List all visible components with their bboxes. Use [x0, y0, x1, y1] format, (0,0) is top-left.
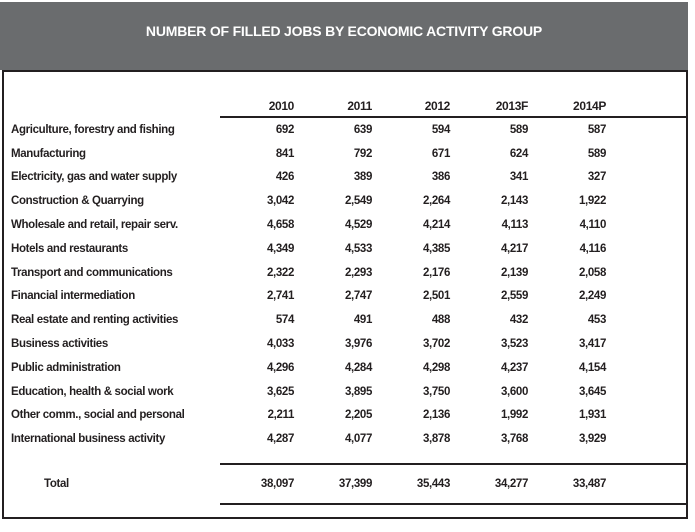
cell-value: 4,217 [500, 242, 528, 255]
cell-value: 4,237 [500, 361, 528, 374]
cell-value: 488 [431, 314, 450, 327]
total-row [4, 465, 686, 503]
title-banner [0, 2, 688, 70]
table-row [4, 213, 686, 237]
total-bottom-rule [220, 503, 686, 505]
row-label: Manufacturing [11, 147, 86, 160]
cell-value: 4,110 [579, 219, 606, 232]
row-label: Education, health & social work [11, 385, 174, 398]
cell-value: 3,878 [422, 433, 450, 446]
row-label: Transport and communications [11, 266, 173, 279]
column-header: 2010 [268, 99, 294, 113]
total-value: 34,277 [494, 478, 528, 491]
column-header: 2013F [495, 99, 528, 113]
table-row [4, 380, 686, 404]
cell-value: 792 [353, 147, 372, 160]
cell-value: 432 [509, 314, 528, 327]
table-body [4, 118, 686, 451]
table-row [4, 427, 686, 451]
cell-value: 4,529 [344, 219, 372, 232]
cell-value: 4,296 [266, 361, 294, 374]
table-header-row [4, 72, 686, 116]
cell-value: 841 [275, 147, 294, 160]
total-value: 35,443 [416, 478, 450, 491]
cell-value: 4,284 [344, 361, 372, 374]
row-label: Electricity, gas and water supply [11, 171, 177, 184]
cell-value: 3,768 [500, 433, 528, 446]
cell-value: 594 [431, 123, 450, 136]
cell-value: 3,895 [344, 385, 372, 398]
cell-value: 3,417 [578, 338, 606, 351]
row-label: International business activity [11, 433, 166, 446]
cell-value: 3,600 [500, 385, 528, 398]
table-row [4, 118, 686, 142]
cell-value: 2,249 [578, 290, 606, 303]
cell-value: 2,549 [344, 195, 372, 208]
cell-value: 4,349 [266, 242, 294, 255]
cell-value: 327 [587, 171, 606, 184]
column-header: 2012 [424, 99, 450, 113]
cell-value: 3,042 [266, 195, 294, 208]
cell-value: 453 [587, 314, 606, 327]
row-label: Public administration [11, 361, 121, 374]
cell-value: 3,929 [578, 433, 606, 446]
table-row [4, 166, 686, 190]
cell-value: 2,264 [422, 195, 450, 208]
total-value: 38,097 [260, 478, 294, 491]
cell-value: 2,559 [500, 290, 528, 303]
cell-value: 3,645 [578, 385, 606, 398]
total-label: Total [44, 478, 69, 491]
table-row [4, 404, 686, 428]
column-header: 2011 [347, 99, 372, 113]
table-row [4, 142, 686, 166]
table-row [4, 332, 686, 356]
table-row [4, 261, 686, 285]
cell-value: 4,298 [422, 361, 450, 374]
cell-value: 3,702 [422, 338, 450, 351]
cell-value: 2,501 [422, 290, 450, 303]
cell-value: 4,658 [266, 219, 294, 232]
cell-value: 4,533 [344, 242, 372, 255]
row-label: Agriculture, forestry and fishing [11, 123, 175, 136]
cell-value: 3,523 [500, 338, 528, 351]
pre-total-gap [4, 451, 686, 463]
cell-value: 2,139 [500, 266, 528, 279]
cell-value: 341 [509, 171, 528, 184]
row-label: Real estate and renting activities [11, 314, 179, 327]
cell-value: 2,176 [422, 266, 450, 279]
cell-value: 2,058 [578, 266, 606, 279]
cell-value: 639 [353, 123, 372, 136]
table-title: NUMBER OF FILLED JOBS BY ECONOMIC ACTIVITY GROUP [145, 23, 543, 39]
cell-value: 2,211 [267, 409, 294, 422]
row-label: Business activities [11, 338, 108, 351]
table-row [4, 308, 686, 332]
total-value: 37,399 [338, 478, 372, 491]
cell-value: 624 [509, 147, 528, 160]
cell-value: 2,322 [266, 266, 294, 279]
cell-value: 2,205 [344, 409, 372, 422]
cell-value: 2,747 [344, 290, 372, 303]
cell-value: 671 [431, 147, 450, 160]
cell-value: 4,033 [266, 338, 294, 351]
cell-value: 4,154 [578, 361, 606, 374]
row-label: Financial intermediation [11, 290, 135, 303]
cell-value: 3,625 [266, 385, 294, 398]
cell-value: 692 [275, 123, 294, 136]
cell-value: 1,992 [500, 409, 528, 422]
cell-value: 4,287 [266, 433, 294, 446]
cell-value: 4,385 [422, 242, 450, 255]
cell-value: 4,214 [422, 219, 450, 232]
total-value: 33,487 [572, 478, 606, 491]
cell-value: 491 [353, 314, 372, 327]
cell-value: 3,750 [422, 385, 450, 398]
row-label: Other comm., social and personal [11, 409, 185, 422]
cell-value: 386 [431, 171, 450, 184]
cell-value: 4,113 [501, 219, 528, 232]
table-row [4, 237, 686, 261]
column-header: 2014P [573, 99, 606, 113]
table-row [4, 285, 686, 309]
cell-value: 2,143 [500, 195, 528, 208]
cell-value: 574 [275, 314, 294, 327]
row-label: Construction & Quarrying [11, 195, 144, 208]
cell-value: 587 [587, 123, 606, 136]
cell-value: 2,293 [344, 266, 372, 279]
cell-value: 1,922 [578, 195, 606, 208]
cell-value: 389 [353, 171, 372, 184]
cell-value: 4,116 [579, 242, 606, 255]
table-row [4, 356, 686, 380]
cell-value: 1,931 [578, 409, 606, 422]
cell-value: 2,136 [422, 409, 450, 422]
row-label: Wholesale and retail, repair serv. [11, 219, 178, 232]
table-row [4, 189, 686, 213]
cell-value: 4,077 [344, 433, 372, 446]
cell-value: 589 [509, 123, 528, 136]
cell-value: 2,741 [266, 290, 294, 303]
cell-value: 589 [587, 147, 606, 160]
jobs-table [2, 70, 688, 519]
cell-value: 3,976 [344, 338, 372, 351]
row-label: Hotels and restaurants [11, 242, 128, 255]
cell-value: 426 [275, 171, 294, 184]
